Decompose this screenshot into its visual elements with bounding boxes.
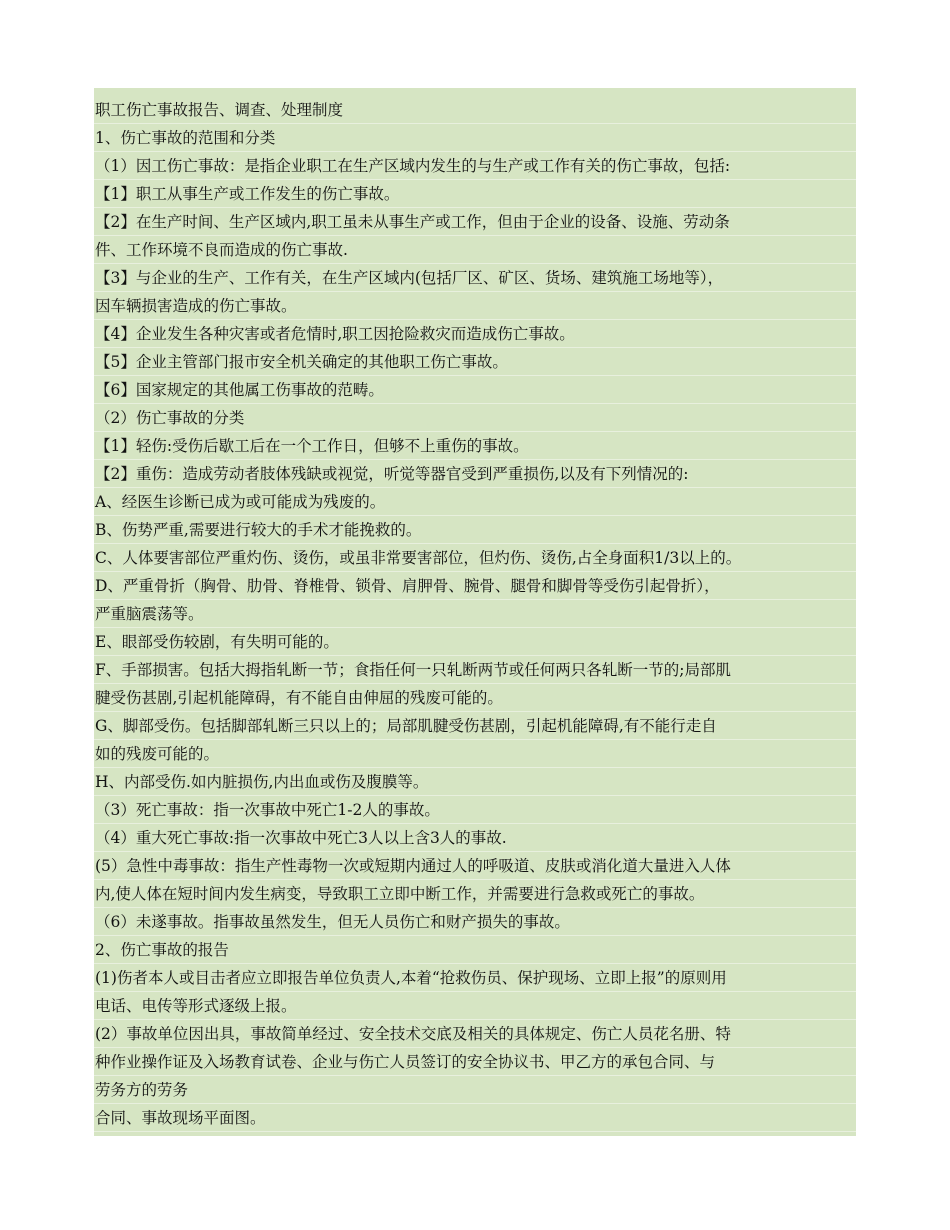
text-line: 【3】与企业的生产、工作有关，在生产区域内(包括厂区、矿区、货场、建筑施工场地等），: [94, 264, 856, 292]
text-line: （3）死亡事故：指一次事故中死亡1-2人的事故。: [94, 796, 856, 824]
document-title: 职工伤亡事故报告、调查、处理制度: [94, 96, 856, 124]
text-line: 因车辆损害造成的伤亡事故。: [94, 292, 856, 320]
text-line: 腱受伤甚剧,引起机能障碍，有不能自由伸屈的残废可能的。: [94, 684, 856, 712]
text-line: 电话、电传等形式逐级上报。: [94, 992, 856, 1020]
text-line: （1）因工伤亡事故：是指企业职工在生产区域内发生的与生产或工作有关的伤亡事故，包括:: [94, 152, 856, 180]
text-line: 劳务方的劳务: [94, 1076, 856, 1104]
text-line: 【2】在生产时间、生产区域内,职工虽未从事生产或工作，但由于企业的设备、设施、劳动条: [94, 208, 856, 236]
text-line: A、经医生诊断已成为或可能成为残废的。: [94, 488, 856, 516]
text-line: B、伤势严重,需要进行较大的手术才能挽救的。: [94, 516, 856, 544]
text-line: 内,使人体在短时间内发生病变，导致职工立即中断工作，并需要进行急救或死亡的事故。: [94, 880, 856, 908]
text-line: 1、伤亡事故的范围和分类: [94, 124, 856, 152]
text-line: 【6】国家规定的其他属工伤事故的范畴。: [94, 376, 856, 404]
text-line: E、眼部受伤较剧，有失明可能的。: [94, 628, 856, 656]
text-line: 如的残废可能的。: [94, 740, 856, 768]
text-line: 种作业操作证及入场教育试卷、企业与伤亡人员签订的安全协议书、甲乙方的承包合同、与: [94, 1048, 856, 1076]
text-line: H、内部受伤.如内脏损伤,内出血或伤及腹膜等。: [94, 768, 856, 796]
text-line: G、脚部受伤。包括脚部轧断三只以上的；局部肌腱受伤甚剧，引起机能障碍,有不能行走自: [94, 712, 856, 740]
text-line: 【4】企业发生各种灾害或者危情时,职工因抢险救灾而造成伤亡事故。: [94, 320, 856, 348]
text-line: 2、伤亡事故的报告: [94, 936, 856, 964]
text-line: (1)伤者本人或目击者应立即报告单位负责人,本着“抢救伤员、保护现场、立即上报”的原则用: [94, 964, 856, 992]
text-line: F、手部损害。包括大拇指轧断一节；食指任何一只轧断两节或任何两只各轧断一节的;局部肌: [94, 656, 856, 684]
text-line: （6）未遂事故。指事故虽然发生，但无人员伤亡和财产损失的事故。: [94, 908, 856, 936]
text-line: D、严重骨折（胸骨、肋骨、脊椎骨、锁骨、肩胛骨、腕骨、腿骨和脚骨等受伤引起骨折），: [94, 572, 856, 600]
text-line: 【2】重伤：造成劳动者肢体残缺或视觉，听觉等器官受到严重损伤,以及有下列情况的:: [94, 460, 856, 488]
text-line: 【1】轻伤:受伤后歇工后在一个工作日，但够不上重伤的事故。: [94, 432, 856, 460]
text-line: （2）伤亡事故的分类: [94, 404, 856, 432]
text-line: C、人体要害部位严重灼伤、烫伤，或虽非常要害部位，但灼伤、烫伤,占全身面积1/3以上的。: [94, 544, 856, 572]
text-line: (5）急性中毒事故：指生产性毒物一次或短期内通过人的呼吸道、皮肤或消化道大量进入人体: [94, 852, 856, 880]
text-line: 【5】企业主管部门报市安全机关确定的其他职工伤亡事故。: [94, 348, 856, 376]
document-page: [94, 88, 856, 1136]
text-line: 合同、事故现场平面图。: [94, 1104, 856, 1132]
text-line: (2）事故单位因出具，事故简单经过、安全技术交底及相关的具体规定、伤亡人员花名册、特: [94, 1020, 856, 1048]
text-line: 件、工作环境不良而造成的伤亡事故.: [94, 236, 856, 264]
text-line: 【1】职工从事生产或工作发生的伤亡事故。: [94, 180, 856, 208]
text-line: （4）重大死亡事故:指一次事故中死亡3人以上含3人的事故.: [94, 824, 856, 852]
text-line: 严重脑震荡等。: [94, 600, 856, 628]
